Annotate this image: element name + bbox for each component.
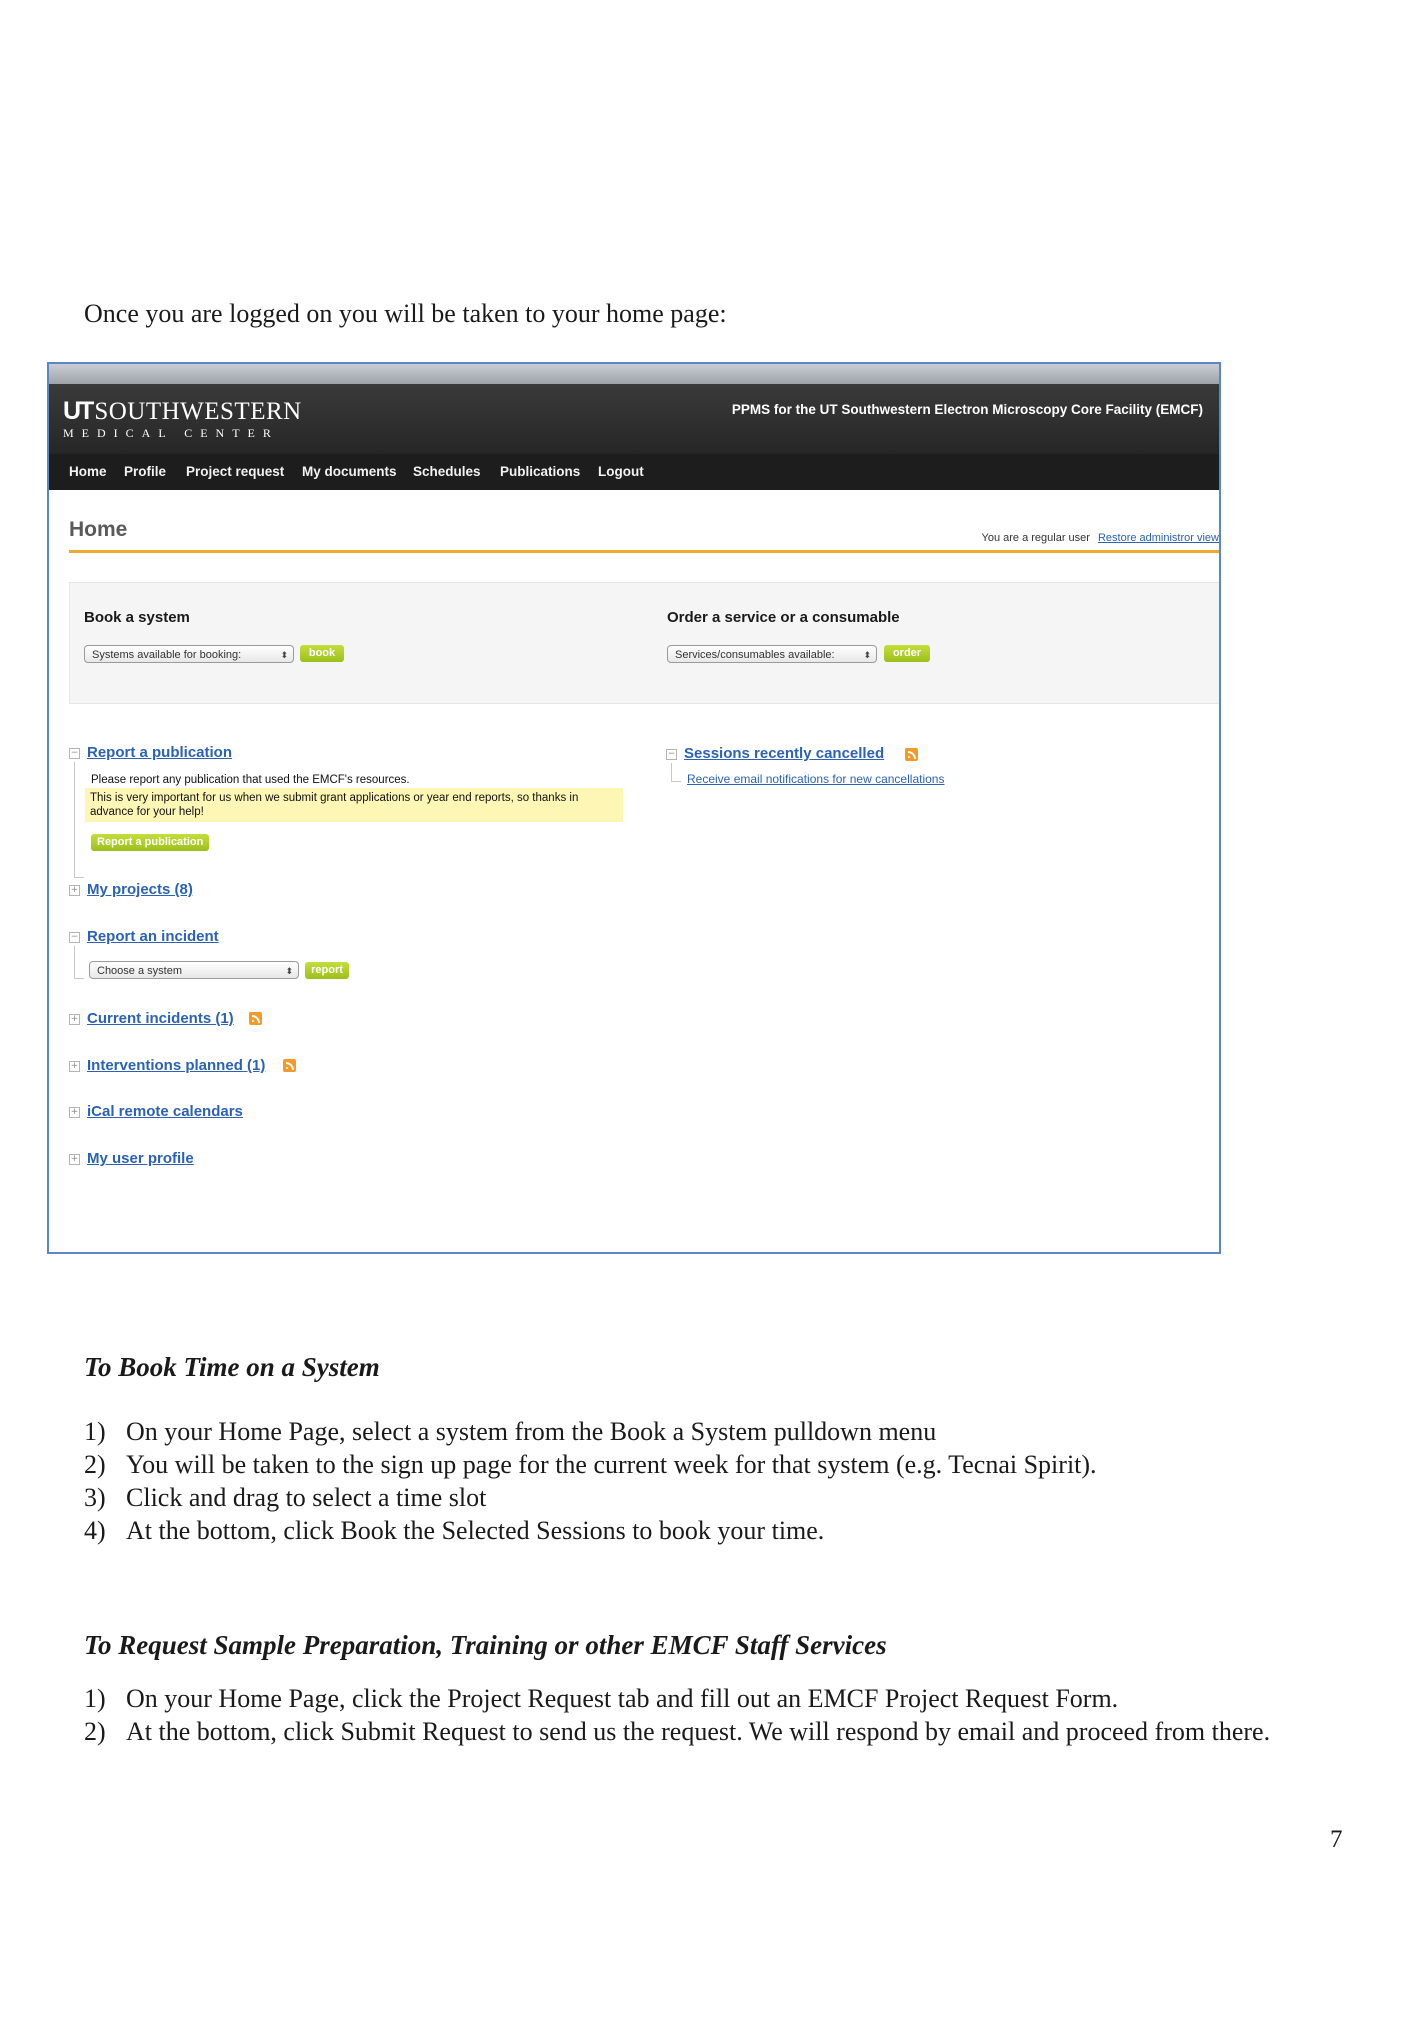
- rss-feed-icon[interactable]: [905, 748, 918, 761]
- logo-subtitle: MEDICAL CENTER: [63, 426, 279, 440]
- tree-line: [74, 877, 84, 878]
- report-incident-link[interactable]: Report an incident: [87, 928, 219, 945]
- logo-ut: UT: [63, 397, 93, 425]
- my-user-profile-link[interactable]: My user profile: [87, 1150, 194, 1167]
- step-text: On your Home Page, select a system from the Book a System pulldown menu: [126, 1417, 937, 1446]
- order-service-heading: Order a service or a consumable: [667, 609, 900, 626]
- step-text: At the bottom, click Book the Selected Sessions to book your time.: [126, 1516, 825, 1545]
- list-item: [84, 1715, 1334, 1748]
- user-status-line: [982, 532, 1220, 544]
- publication-note: Please report any publication that used the EMCF's resources.: [91, 774, 410, 786]
- incident-select-value: Choose a system: [97, 965, 182, 977]
- page-title: Home: [69, 518, 128, 541]
- sessions-cancelled-link[interactable]: Sessions recently cancelled: [684, 745, 885, 762]
- select-arrows-icon: ⬍: [285, 966, 293, 976]
- expand-icon[interactable]: +: [70, 1107, 79, 1117]
- expand-icon[interactable]: +: [70, 885, 79, 895]
- book-button[interactable]: book: [300, 645, 344, 662]
- collapse-icon[interactable]: −: [70, 748, 79, 758]
- nav-logout[interactable]: Logout: [598, 464, 644, 479]
- logo-main-text: SOUTHWESTERN: [94, 398, 302, 425]
- expand-icon[interactable]: +: [70, 1014, 79, 1024]
- step-text: On your Home Page, click the Project Request tab and fill out an EMCF Project Request Form.: [126, 1684, 1119, 1713]
- tree-line: [74, 762, 75, 877]
- user-status: You are a regular user: [981, 532, 1090, 544]
- list-item: [84, 1448, 1097, 1481]
- system-select-value: Systems available for booking:: [92, 649, 242, 661]
- tree-line: [671, 781, 681, 782]
- ical-calendars-link[interactable]: iCal remote calendars: [87, 1103, 243, 1120]
- step-text: You will be taken to the sign up page for the current week for that system (e.g. Tecnai Spirit).: [126, 1450, 1097, 1479]
- book-time-steps: [84, 1415, 1097, 1547]
- step-number: 1): [84, 1417, 106, 1446]
- section-heading-book-time: To Book Time on a System: [84, 1352, 380, 1382]
- interventions-planned-link[interactable]: Interventions planned (1): [87, 1057, 266, 1074]
- ut-southwestern-logo: [63, 398, 302, 441]
- rss-feed-icon[interactable]: [283, 1059, 296, 1072]
- window-top-strip: [49, 364, 1219, 384]
- my-projects-link[interactable]: My projects (8): [87, 881, 193, 898]
- rss-feed-icon[interactable]: [249, 1012, 262, 1025]
- system-select[interactable]: [84, 645, 294, 663]
- main-nav: [49, 454, 1219, 490]
- collapse-icon[interactable]: −: [667, 749, 676, 759]
- book-system-heading: Book a system: [84, 609, 190, 626]
- step-number: 4): [84, 1516, 106, 1545]
- list-item: [84, 1481, 1097, 1514]
- expand-icon[interactable]: +: [70, 1154, 79, 1164]
- publication-highlight: This is very important for us when we submit grant applications or year end reports, so thanks in advance for your help!: [85, 788, 623, 822]
- tree-line: [671, 763, 672, 781]
- home-page-screenshot: [47, 362, 1221, 1254]
- order-button[interactable]: order: [884, 645, 930, 662]
- step-number: 2): [84, 1450, 106, 1479]
- nav-my-documents[interactable]: My documents: [302, 464, 397, 479]
- select-arrows-icon: ⬍: [280, 650, 288, 660]
- select-arrows-icon: ⬍: [863, 650, 871, 660]
- page-number: 7: [1330, 1826, 1343, 1853]
- brand-header: [49, 384, 1219, 454]
- step-text: At the bottom, click Submit Request to send us the request. We will respond by email and proceed from there.: [126, 1717, 1271, 1746]
- service-select-value: Services/consumables available:: [675, 649, 835, 661]
- report-incident-button[interactable]: report: [305, 962, 349, 979]
- booking-panel: [69, 582, 1221, 704]
- incident-system-select[interactable]: [89, 961, 299, 979]
- step-number: 1): [84, 1684, 106, 1713]
- service-select[interactable]: [667, 645, 877, 663]
- nav-home[interactable]: Home: [69, 464, 107, 479]
- collapse-icon[interactable]: −: [70, 932, 79, 942]
- nav-publications[interactable]: Publications: [500, 464, 581, 479]
- section-heading-request-services: To Request Sample Preparation, Training or other EMCF Staff Services: [84, 1630, 887, 1660]
- list-item: [84, 1514, 1097, 1547]
- restore-admin-link[interactable]: Restore administror view: [1097, 532, 1219, 544]
- list-item: [84, 1682, 1334, 1715]
- title-underline: [69, 550, 1219, 553]
- cancellation-notifications-link[interactable]: Receive email notifications for new cancellations: [687, 772, 945, 786]
- nav-project-request[interactable]: Project request: [186, 464, 285, 479]
- intro-paragraph: Once you are logged on you will be taken to your home page:: [84, 299, 727, 328]
- banner-title: PPMS for the UT Southwestern Electron Microscopy Core Facility (EMCF): [731, 402, 1203, 417]
- tree-line: [74, 946, 75, 978]
- step-number: 3): [84, 1483, 106, 1512]
- nav-profile[interactable]: Profile: [124, 464, 167, 479]
- current-incidents-link[interactable]: Current incidents (1): [87, 1010, 234, 1027]
- nav-schedules[interactable]: Schedules: [413, 464, 481, 479]
- step-text: Click and drag to select a time slot: [126, 1483, 487, 1512]
- request-services-steps: [84, 1682, 1334, 1748]
- tree-line: [74, 978, 84, 979]
- step-number: 2): [84, 1717, 106, 1746]
- expand-icon[interactable]: +: [70, 1061, 79, 1071]
- list-item: [84, 1415, 1097, 1448]
- report-publication-button[interactable]: Report a publication: [91, 834, 209, 851]
- report-publication-link[interactable]: Report a publication: [87, 744, 233, 761]
